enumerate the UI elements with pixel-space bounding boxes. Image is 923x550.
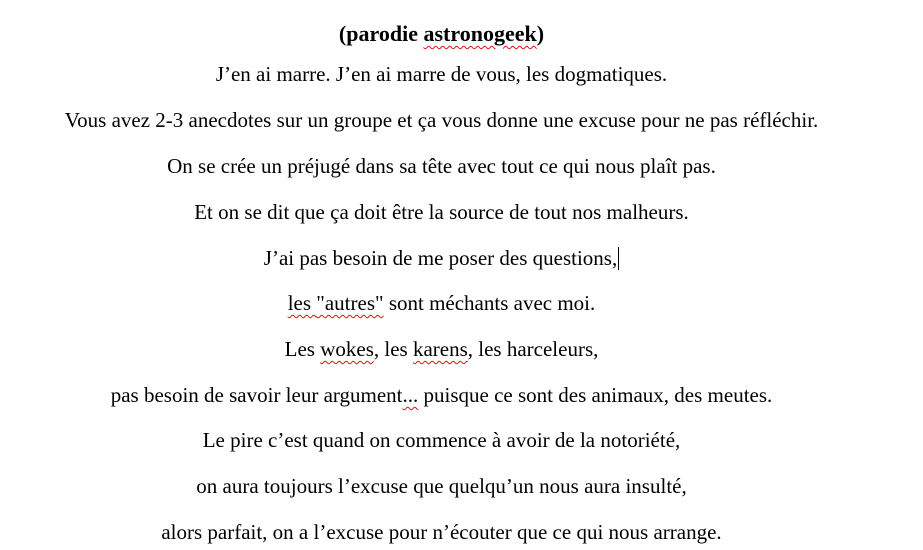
text-line-5	[0, 245, 883, 271]
text-line-7-misspelled-wokes: wokes	[320, 337, 374, 361]
text-line-8-part-c: puisque ce sont des animaux, des meutes.	[418, 383, 773, 407]
text-line-3: On se crée un préjugé dans sa tête avec tout ce qui nous plaît pas.	[167, 154, 716, 178]
text-line-7-part-a: Les	[284, 337, 321, 361]
text-line-6	[0, 290, 883, 316]
text-line-9: Le pire c’est quand on commence à avoir de la notoriété,	[202, 428, 681, 452]
text-line-7-misspelled-karens: karens	[412, 337, 468, 361]
text-line-10: on aura toujours l’excuse que quelqu’un nous aura insulté,	[196, 474, 687, 498]
text-line-7-part-c: , les	[373, 337, 413, 361]
text-line-8-part-a: pas besoin de savoir leur argument	[110, 383, 403, 407]
text-line-6-part-a: les	[287, 291, 317, 315]
text-line-5-content: J’ai pas besoin de me poser des questions,	[263, 246, 618, 270]
text-line-11: alors parfait, on a l’excuse pour n’écouter que ce qui nous arrange.	[161, 520, 722, 544]
text-line-8	[0, 382, 883, 408]
text-line-6-part-c: sont méchants avec moi.	[383, 291, 596, 315]
text-line-7	[0, 336, 883, 362]
document-title	[0, 21, 883, 47]
text-line-8-ellipsis: ...	[402, 383, 419, 407]
text-line-6-quoted-word: "autres"	[316, 291, 384, 315]
title-suffix: )	[536, 21, 545, 46]
text-line-2: Vous avez 2-3 anecdotes sur un groupe et ça vous donne une excuse pour ne pas réfléchir.	[64, 108, 819, 132]
text-line-7-part-e: , les harceleurs,	[467, 337, 599, 361]
title-misspelled-word: astronogeek	[423, 21, 537, 46]
text-line-1: J’en ai marre. J’en ai marre de vous, les dogmatiques.	[215, 62, 668, 86]
text-line-4: Et on se dit que ça doit être la source de tout nos malheurs.	[194, 200, 689, 224]
title-prefix: (parodie	[338, 21, 424, 46]
text-cursor	[618, 247, 619, 270]
